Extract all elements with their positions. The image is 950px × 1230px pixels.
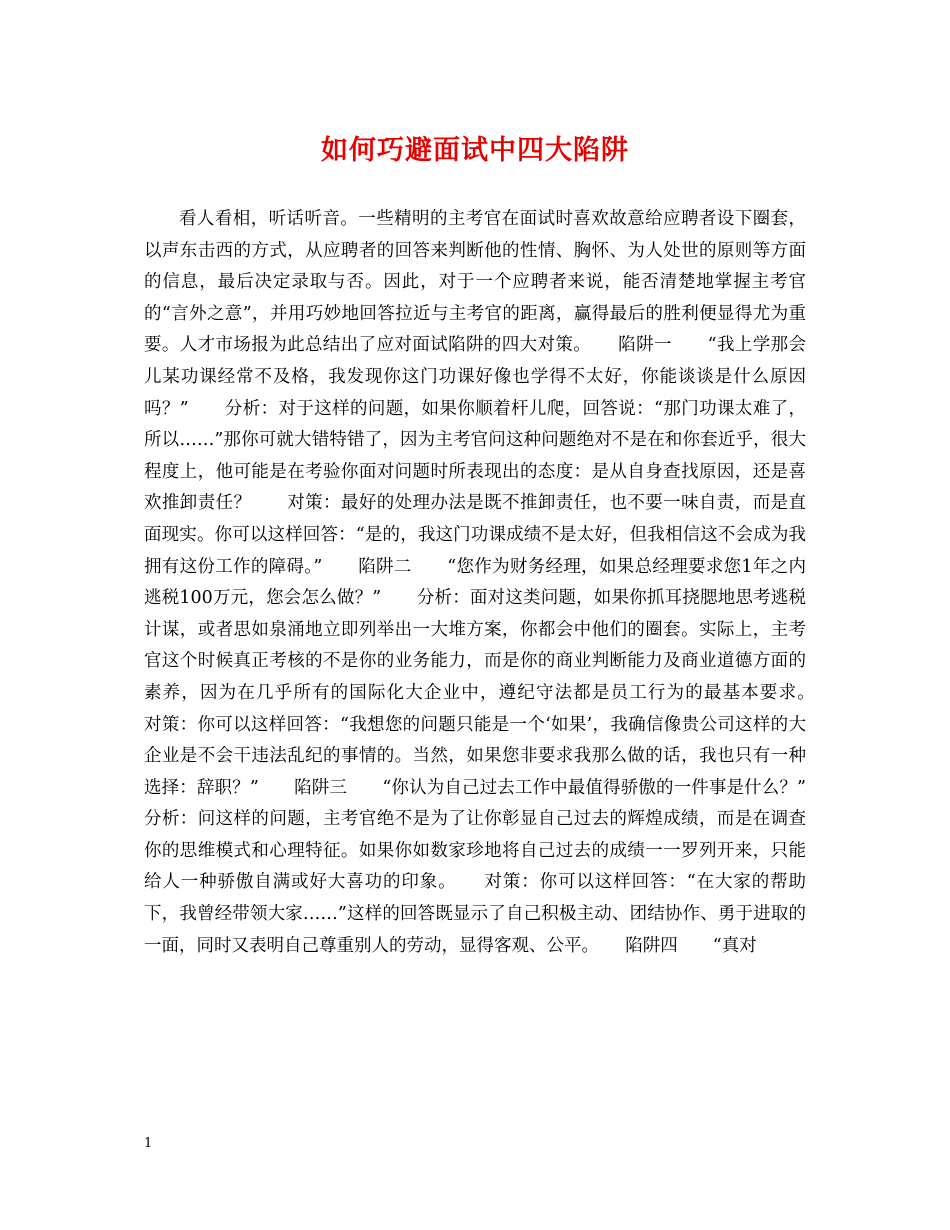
- document-title: 如何巧避面试中四大陷阱: [321, 135, 629, 166]
- document-body-paragraph: 看人看相，听话听音。一些精明的主考官在面试时喜欢故意给应聘者设下圈套，以声东击西的方式，从应聘者的回答来判断他的性情、胸怀、为人处世的原则等方面的信息，最后决定录取与否。因此，对于一个应聘者来说，能否清楚地掌握主考官的“言外之意”，并用巧妙地回答拉近与主考官的距离，赢得最后的胜利便显得尤为重要。人才市场报为此总结出了应对面试陷阱的四大对策。 陷阱一 “我上学那会儿某功课经常不及格，我发现你这门功课好像也学得不太好，你能谈谈是什么原因吗？” 分析：对于这样的问题，如果你顺着杆儿爬，回答说：“那门功课太难了，所以……”那你可就大错特错了，因为主考官问这种问题绝对不是在和你套近乎，很大程度上，他可能是在考验你面对问题时所表现出的态度：是从自身查找原因，还是喜欢推卸责任？ 对策：最好的处理办法是既不推卸责任，也不要一味自责，而是直面现实。你可以这样回答：“是的，我这门功课成绩不是太好，但我相信这不会成为我拥有这份工作的障碍。” 陷阱二 “您作为财务经理，如果总经理要求您1年之内逃税100万元，您会怎么做？” 分析：面对这类问题，如果你抓耳挠腮地思考逃税计谋，或者思如泉涌地立即列举出一大堆方案，你都会中他们的圈套。实际上，主考官这个时候真正考核的不是你的业务能力，而是你的商业判断能力及商业道德方面的素养，因为在几乎所有的国际化大企业中，遵纪守法都是员工行为的最基本要求。 对策：你可以这样回答：“我想您的问题只能是一个‘如果’，我确信像贵公司这样的大企业是不会干违法乱纪的事情的。当然，如果您非要求我那么做的话，我也只有一种选择：辞职？” 陷阱三 “你认为自己过去工作中最值得骄傲的一件事是什么？” 分析：问这样的问题，主考官绝不是为了让你彰显自己过去的辉煌成绩，而是在调查你的思维模式和心理特征。如果你如数家珍地将自己过去的成绩一一罗列开来，只能给人一种骄傲自满或好大喜功的印象。 对策：你可以这样回答：“在大家的帮助下，我曾经带领大家……”这样的回答既显示了自己积极主动、团结协作、勇于进取的一面，同时又表明自己尊重别人的劳动，显得客观、公平。 陷阱四 “真对: [144, 209, 841, 956]
- page-number: 1: [144, 1136, 153, 1151]
